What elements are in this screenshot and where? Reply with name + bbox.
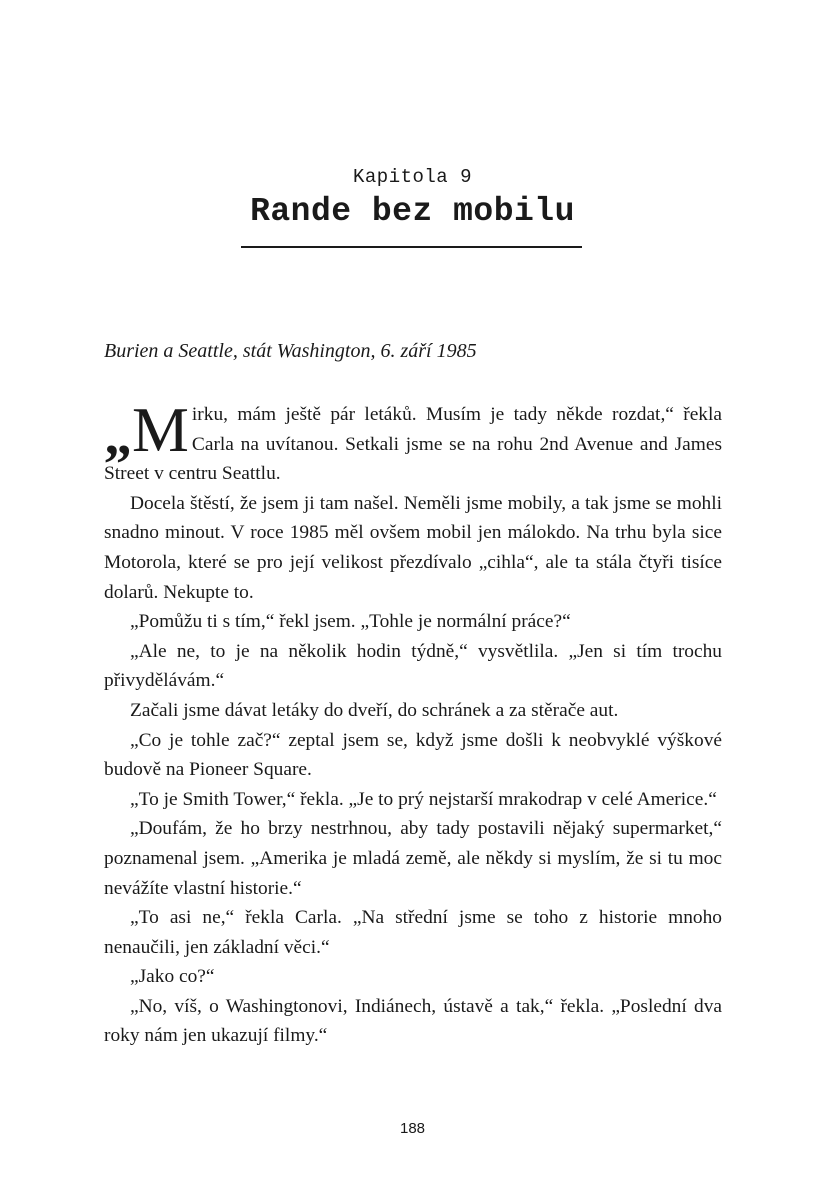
paragraph-10: „Jako co?“ <box>130 966 215 988</box>
paragraph-8: „Doufám, že ho brzy nestrhnou, aby tady postavili nějaký supermarket,“ poznamenal jsem. „Amerika je mladá země, ale někdy si myslím, že si tu moc nevážíte vlastní historie.“ <box>104 818 722 899</box>
paragraph-3: „Pomůžu ti s tím,“ řekl jsem. „Tohle je normální práce?“ <box>130 611 571 633</box>
dateline: Burien a Seattle, stát Washington, 6. září 1985 <box>104 340 477 362</box>
drop-cap-quote: „ <box>104 405 132 467</box>
paragraph-2: Docela štěstí, že jsem ji tam našel. Neměli jsme mobily, a tak jsme se mohli snadno minout. V roce 1985 měl ovšem mobil jen málokdo. Na trhu byla sice Motorola, které se pro její velikost přezdívalo „cihla“, ale ta stála čtyři tisíce dolarů. Nekupte to. <box>104 492 722 603</box>
page-number: 188 <box>399 1120 426 1137</box>
drop-cap-letter: M <box>132 394 189 465</box>
paragraph-7: „To je Smith Tower,“ řekla. „Je to prý nejstarší mrakodrap v celé Americe.“ <box>130 788 717 810</box>
chapter-label: Kapitola 9 <box>352 166 473 188</box>
paragraph-5: Začali jsme dávat letáky do dveří, do schránek a za stěrače aut. <box>130 699 619 721</box>
paragraph-6: „Co je tohle zač?“ zeptal jsem se, když jsme došli k neobvyklé výškové budově na Pioneer Square. <box>104 729 722 781</box>
chapter-title: Rande bez mobilu <box>250 193 575 230</box>
drop-cap <box>104 394 189 467</box>
body-text <box>104 394 722 1051</box>
paragraph-1 <box>104 394 722 489</box>
paragraph-9: „To asi ne,“ řekla Carla. „Na střední jsme se toho z historie mnoho nenaučili, jen základní věci.“ <box>104 907 722 958</box>
paragraph-4: „Ale ne, to je na několik hodin týdně,“ vysvětlila. „Jen si tím trochu přivydělávám.“ <box>104 640 722 692</box>
paragraph-text: irku, mám ještě pár letáků. Musím je tady někde rozdat,“ řekla Carla na uvítanou. Setkali jsme se na rohu 2nd Avenue and James Street v centru Seattlu. <box>104 404 722 485</box>
paragraph-11: „No, víš, o Washingtonovi, Indiánech, ústavě a tak,“ řekla. „Poslední dva roky nám jen ukazují filmy.“ <box>104 995 722 1047</box>
title-underline <box>241 246 582 248</box>
